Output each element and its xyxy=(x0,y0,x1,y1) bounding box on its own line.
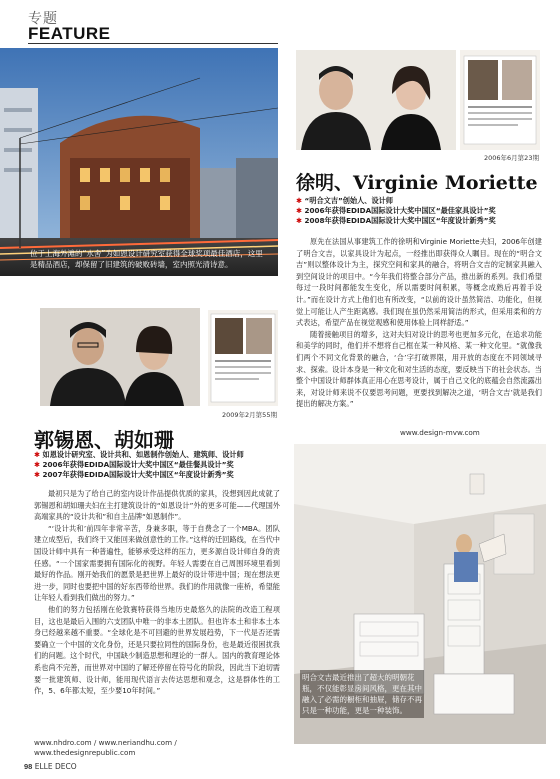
designers-a-url[interactable]: www.design-mvw.com xyxy=(400,428,480,437)
portrait-b-illustration xyxy=(40,308,200,406)
building-photo-caption: 位于上海外滩的“水舍”为如恩设计研究室获得全球奖项最佳酒店，这里是精品酒店，却保留了旧建筑的破败砖墙，室内照光清诗意。 xyxy=(30,249,263,269)
showroom-photo xyxy=(294,444,546,744)
paragraph: 他们的努力包括刚在伦敦赛特获得当地历史最悠久的法院的改造工程项目，这也是最后入围的六支团队中唯一的非本土团队。但也许本土和非本土本身已经越来越不重要。“全球化是不可回避的世界发展趋势，下一代是否还需要确立一个中国的文化身份，还是只要拉同性的国际身份，也是最近很困扰我们的问题。这个时代，中国缺少制造思想和理论的一群人。国内的教育理论体系也尚不完善，而世界对中国的了解还停留在符号化的阶段，因此当下迫切需要一批建筑师、设计师，能用现代语言去传达思想和观念，这是群体性的工作，5、6年都太短，至少要10年时间。” xyxy=(34,604,280,696)
bullet-item: ✱ 如恩设计研究室、设计共和、如恩制作创始人、建筑师、设计师 xyxy=(34,450,244,459)
portrait-photo-a xyxy=(296,50,456,150)
bullet-item: ✱ “明合文吉”创始人、设计师 xyxy=(296,196,394,205)
section-label-en: FEATURE xyxy=(28,24,111,43)
magazine-name: ELLE DECO xyxy=(34,762,77,771)
designers-a-name: 徐明、Virginie Moriette xyxy=(296,172,538,194)
paragraph: 最初只是为了给自己的室内设计作品提供优质的家具，没想到因此成就了郭锡恩和胡如珊夫妇在主打建筑设计的“如恩设计”外的更多可能——代理国外高端家具的“设计共和”和自主品牌“如恩制作”。 xyxy=(34,489,280,522)
issue-date-b: 2009年2月第55期 xyxy=(222,411,277,419)
designers-b-urls[interactable]: www.nhdro.com / www.neriandhu.com / www.thedesignrepublic.com xyxy=(34,738,177,757)
section-label-zh: 专题 xyxy=(28,11,58,27)
bullet-item: ✱ 2006年获得EDIDA国际设计大奖中国区“最佳餐具设计”奖 xyxy=(34,460,234,469)
designers-b-article xyxy=(34,488,280,697)
portrait-photo-b xyxy=(40,308,200,406)
page-footer xyxy=(24,762,77,771)
designers-a-bullets xyxy=(296,196,546,226)
bullet-item: ✱ 2006年获得EDIDA国际设计大奖中国区“最佳家具设计”奖 xyxy=(296,206,496,215)
header-divider xyxy=(28,43,278,44)
magazine-thumb-b xyxy=(208,310,278,406)
building-photo xyxy=(0,48,278,276)
portrait-a-illustration xyxy=(296,50,456,150)
designers-a-article xyxy=(296,236,542,410)
page-number: 98 xyxy=(24,762,33,771)
magazine-thumb-a xyxy=(460,50,540,150)
designers-b-bullets xyxy=(34,450,284,480)
building-illustration xyxy=(0,48,278,276)
paragraph: 原先在法国从事建筑工作的徐明和Virginie Moriette夫妇，2006年创建了明合文吉，以家具设计为起点，一经推出即获得众人瞩目。现在的“明合文吉”则以整体设计为主，探究空间和家具的融合，将明合文吉的定制家具融入到空间设计的项目中。“今年我们将整合部分产品，推出新的系列。我们希望每过一段时间都能发生变化，所以需要时间积累，等概念成熟后再着手设计。”而在设计方式上他们也有所改变，“以前的设计虽然简洁、功能化，但视觉上可能让人产生距离感。我们现在虽仍然采用简洁的形式，但采用柔和的方式表达，希望产品在视觉观感和使用体验上同样舒适。” xyxy=(296,237,542,328)
issue-date-a: 2006年6月第23期 xyxy=(484,154,539,162)
paragraph: 随着接触项目的增多，这对夫妇对设计的思考也更加多元化，在追求功能和美学的同时，他们并不想将自己框在某一种风格、某一种文化里。“就像我们两个不同文化背景的融合，‘合’字打破界限，用开放的态度在不同领域寻求、探索。设计本身是一种文化和对生活的态度，要反映当下的社会状态。当整个中国设计师群体真正用心在思考设计，属于自己文化的底蕴会自然流露出来，对设计师来说不仅要思考问题，更要找到解决之道，‘明合文吉’就是我们提出的解决方案。” xyxy=(296,329,542,409)
paragraph: “‘设计共和’前四年非常辛苦，身兼多职，等于自费念了一个MBA。团队建立成型后，我们终于又能回来做创意性的工作。”这样的迁回路线，在当代中国设计师中具有一种普遍性，能够承受这样的压力，更多源自设计师自身的责任感。“一个国家需要拥有国际化的视野。年轻人需要在自己周围环境里看到最好的作品。刚开始我们的愿景是把世界上最好的设计带进中国；现在想法更进一步，同时也要把中国的好东西带给世界。我们的作用就像一座桥，希望能让年轻人看到我们做出的努力。” xyxy=(34,523,280,603)
showroom-photo-caption: 明合文吉最近推出了超大的明朝花瓶，不仅能彰显房间风格，更在其中融入了必需的橱柜和抽屉，储存不再只是一种功能，更是一种装饰。 xyxy=(300,670,424,718)
designers-b-name: 郭锡恩、胡如珊 xyxy=(34,428,174,452)
bullet-item: ✱ 2007年获得EDIDA国际设计大奖中国区“年度设计新秀”奖 xyxy=(34,470,234,479)
bullet-item: ✱ 2008年获得EDIDA国际设计大奖中国区“年度设计新秀”奖 xyxy=(296,216,496,225)
